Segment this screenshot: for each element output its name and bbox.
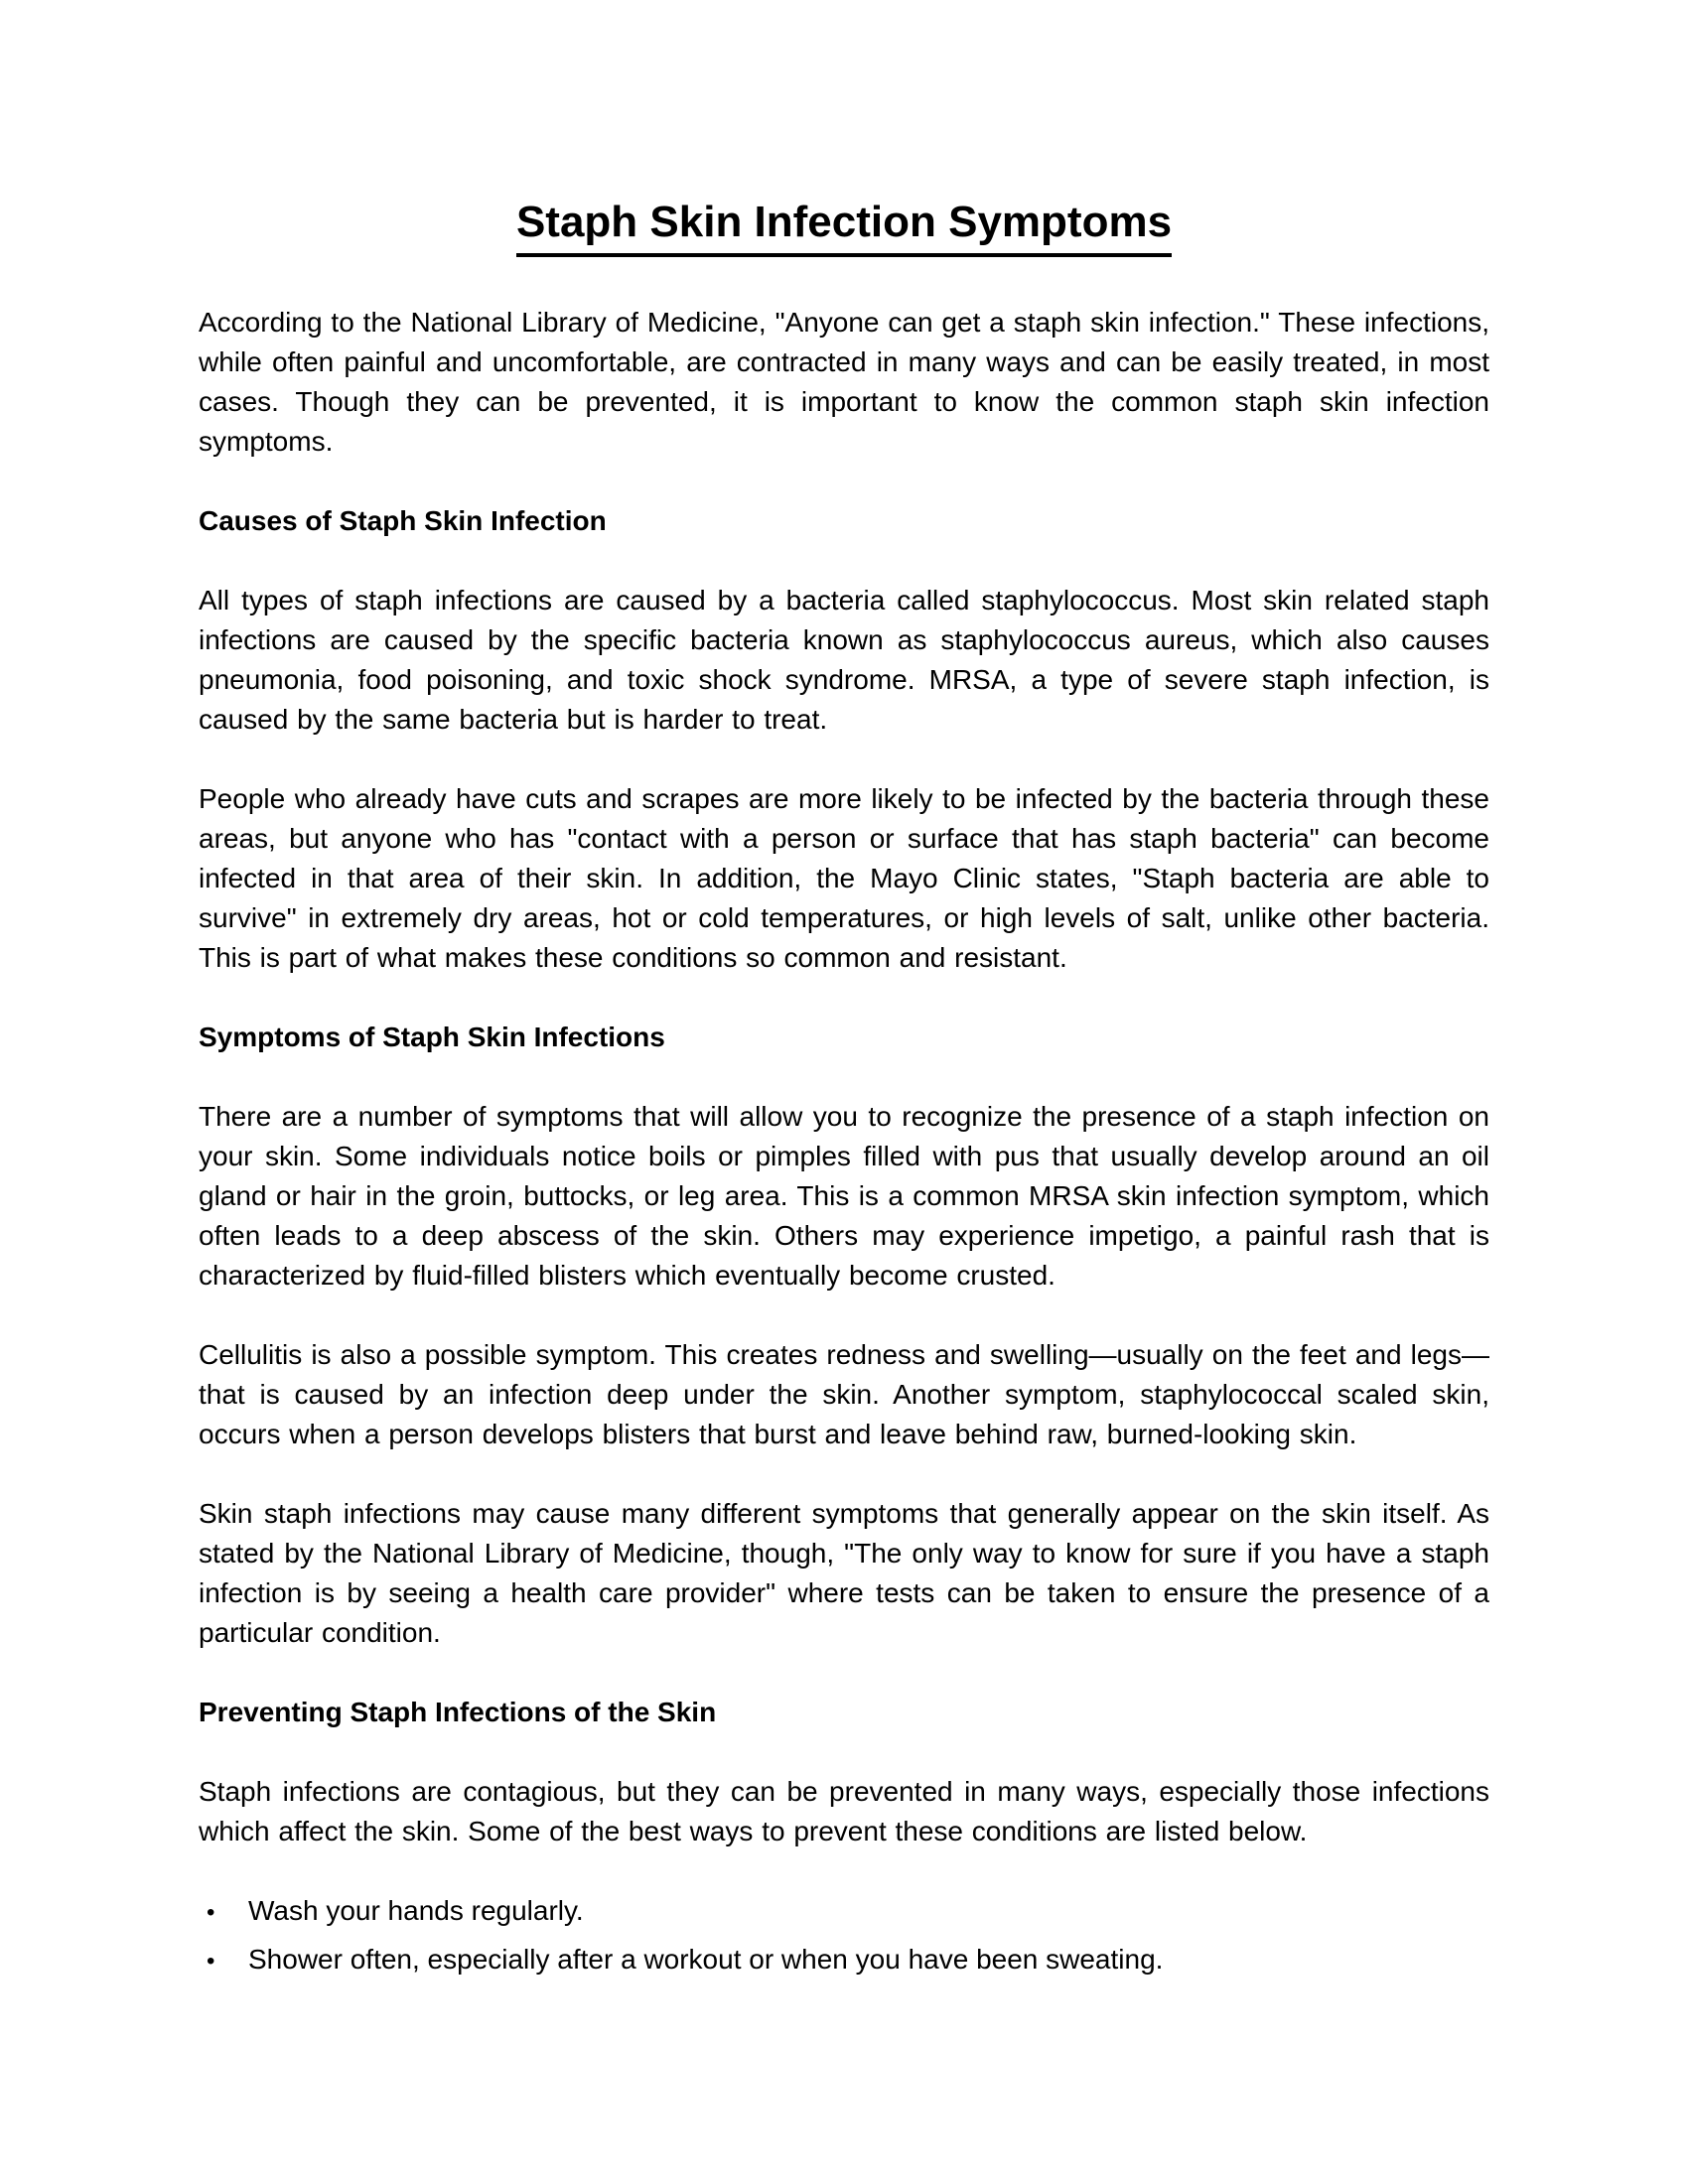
paragraph-symptoms-1: There are a number of symptoms that will allow you to recognize the presence of a staph infection on your skin. Some individuals notice boils or pimples filled with pus that usually develop around an oil gland or hair in the groin, buttocks, or leg area. This is a common MRSA skin infection symptom, which often leads to a deep abscess of the skin. Others may experience impetigo, a painful rash that is characterized by fluid-filled blisters which eventually become crusted. xyxy=(199,1101,1489,1291)
paragraph-prevention-1: Staph infections are contagious, but they can be prevented in many ways, especially those infections which affect the skin. Some of the best ways to prevent these conditions are listed below. xyxy=(199,1776,1489,1846)
paragraph-intro: According to the National Library of Medicine, "Anyone can get a staph skin infection." These infections, while often painful and uncomfortable, are contracted in many ways and can be easily treated, in most cases. Though they can be prevented, it is important to know the common staph skin infection symptoms. xyxy=(199,307,1489,457)
section-heading-prevention: Preventing Staph Infections of the Skin xyxy=(199,1697,717,1727)
paragraph-symptoms-3: Skin staph infections may cause many different symptoms that generally appear on the skin itself. As stated by the National Library of Medicine, though, "The only way to know for sure if you have a staph infection is by seeing a health care provider" where tests can be taken to ensure the presence of a particular condition. xyxy=(199,1498,1489,1648)
list-item xyxy=(199,1940,1489,1981)
paragraph-symptoms-2: Cellulitis is also a possible symptom. This creates redness and swelling—usually on the feet and legs—that is caused by an infection deep under the skin. Another symptom, staphylococcal scaled skin, occurs when a person develops blisters that burst and leave behind raw, burned-looking skin. xyxy=(199,1339,1489,1449)
bullet-icon: • xyxy=(207,1899,215,1926)
document-title xyxy=(199,195,1489,257)
document-title-text: Staph Skin Infection Symptoms xyxy=(516,195,1172,257)
prevention-bullet-list xyxy=(199,1891,1489,1981)
list-item-text: Shower often, especially after a workout or when you have been sweating. xyxy=(248,1944,1164,1975)
list-item xyxy=(199,1891,1489,1933)
section-heading-causes: Causes of Staph Skin Infection xyxy=(199,505,607,536)
paragraph-causes-2: People who already have cuts and scrapes are more likely to be infected by the bacteria through these areas, but anyone who has "contact with a person or surface that has staph bacteria" can become infected in that area of their skin. In addition, the Mayo Clinic states, "Staph bacteria are able to survive" in extremely dry areas, hot or cold temperatures, or high levels of salt, unlike other bacteria. This is part of what makes these conditions so common and resistant. xyxy=(199,783,1489,973)
paragraph-causes-1: All types of staph infections are caused by a bacteria called staphylococcus. Most skin related staph infections are caused by the specific bacteria known as staphylococcus aureus, which also causes pneumonia, food poisoning, and toxic shock syndrome. MRSA, a type of severe staph infection, is caused by the same bacteria but is harder to treat. xyxy=(199,585,1489,735)
section-heading-symptoms: Symptoms of Staph Skin Infections xyxy=(199,1022,665,1052)
bullet-icon: • xyxy=(207,1948,215,1975)
list-item-text: Wash your hands regularly. xyxy=(248,1895,584,1926)
